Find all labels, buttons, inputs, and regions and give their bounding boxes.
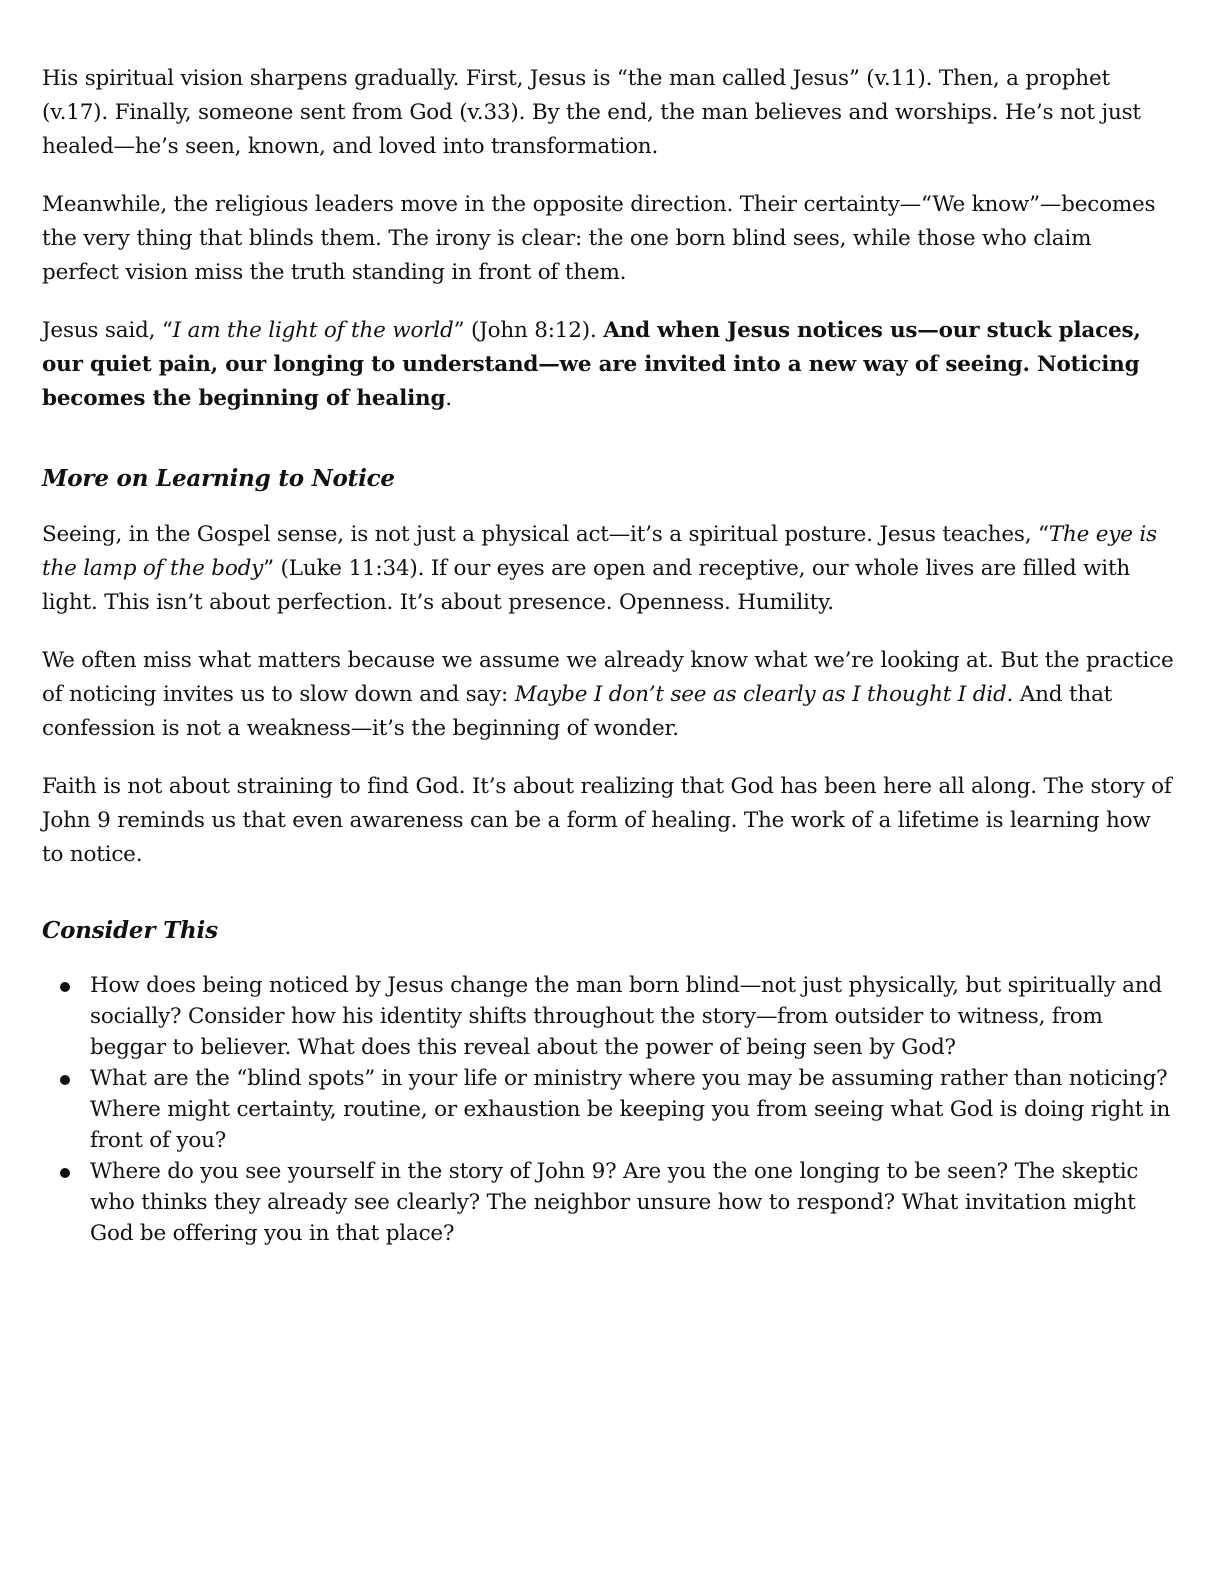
paragraph-miss-what-matters [42,644,1174,746]
question-text: What are the “blind spots” in your life or ministry where you may be assuming rather than noticing? Where might certainty, routine, or exhaustion be keeping you from seeing what God is doing right in front of you? [90,1066,1171,1153]
paragraph-light-of-world [42,314,1174,416]
text-end: . [445,386,452,411]
scripture-reference: ” (John 8:12). [453,318,604,343]
emphasis-text: And when Jesus notices us—our stuck places, our quiet pain, our longing to understand—we are invited into a new way of seeing. Noticing becomes the beginning of healing [42,318,1141,411]
document-page [42,62,1174,1249]
bullet-icon [60,982,70,992]
bullet-icon [60,1168,70,1178]
paragraph-spiritual-vision: His spiritual vision sharpens gradually. First, Jesus is “the man called Jesus” (v.11). Then, a prophet (v.17). Finally, someone sent from God (v.33). By the end, the man believes and worships. He’s not just healed—he’s seen, known, and loved into transformation. [42,66,1141,159]
paragraph-religious-leaders: Meanwhile, the religious leaders move in the opposite direction. Their certainty—“We know”—becomes the very thing that blinds them. The irony is clear: the one born blind sees, while those who claim perfect vision miss the truth standing in front of them. [42,192,1156,285]
scripture-quote: The eye is the lamp of the body [42,522,1157,581]
text-lead: We often miss what matters because we assume we already know what we’re looking at. But the practice of noticing invites us to slow down and say: [42,648,1174,707]
section-heading-learning-to-notice: More on Learning to Notice [42,465,395,492]
question-text: Where do you see yourself in the story of John 9? Are you the one longing to be seen? The skeptic who thinks they already see clearly? The neighbor unsure how to respond? What invitation might God be offering you in that place? [90,1159,1139,1246]
text-lead: Jesus said, “ [42,318,173,343]
text-rest: And that confession is not a weakness—it’s the beginning of wonder. [42,682,1113,741]
text-rest: ” (Luke 11:34). If our eyes are open and receptive, our whole lives are filled with light. This isn’t about perfection. It’s about presence. Openness. Humility. [42,556,1131,615]
list-item [90,1063,1174,1156]
section-heading-consider-this: Consider This [42,917,218,944]
list-item [90,1156,1174,1249]
bullet-icon [60,1075,70,1085]
question-list [42,970,1174,1249]
question-text: How does being noticed by Jesus change the man born blind—not just physically, but spiritually and socially? Consider how his identity shifts throughout the story—from outsider to witness, from beggar to believer. What does this reveal about the power of being seen by God? [90,973,1162,1060]
list-item [90,970,1174,1063]
italic-confession: Maybe I don’t see as clearly as I thought I did. [514,682,1014,707]
paragraph-faith: Faith is not about straining to find God. It’s about realizing that God has been here all along. The story of John 9 reminds us that even awareness can be a form of healing. The work of a lifetime is learning how to notice. [42,774,1172,867]
text-lead: Seeing, in the Gospel sense, is not just a physical act—it’s a spiritual posture. Jesus teaches, “ [42,522,1049,547]
paragraph-seeing-gospel-sense [42,518,1174,620]
scripture-quote: I am the light of the world [172,318,454,343]
